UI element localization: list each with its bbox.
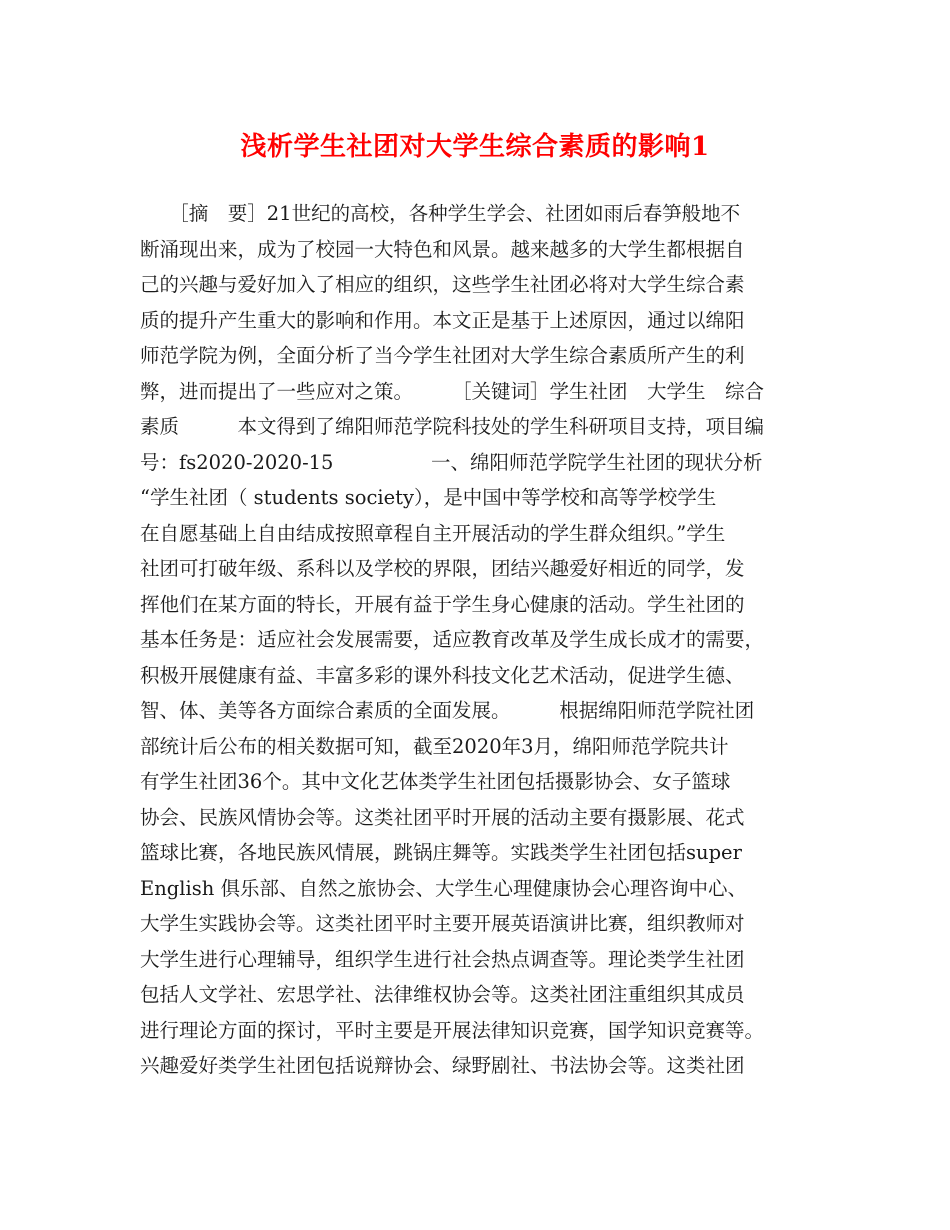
- body-line: 基本任务是：适应社会发展需要，适应教育改革及学生成长成才的需要，: [140, 628, 765, 651]
- body-line: 智、体、美等各方面综合素质的全面发展。 根据绵阳师范学院社团: [140, 699, 755, 722]
- body-line: 素质 本文得到了绵阳师范学院科技处的学生科研项目支持，项目编: [140, 415, 765, 438]
- body-line: ［摘 要］21世纪的高校，各种学生学会、社团如雨后春笋般地不: [140, 202, 741, 225]
- body-line: 弊，进而提出了一些应对之策。 ［关键词］学生社团 大学生 综合: [140, 379, 765, 403]
- body-line: 大学生实践协会等。这类社团平时主要开展英语演讲比赛，组织教师对: [140, 912, 745, 935]
- body-line: English 俱乐部、自然之旅协会、大学生心理健康协会心理咨询中心、: [140, 876, 748, 900]
- body-line: 篮球比赛，各地民族风情展，跳锅庄舞等。实践类学生社团包括super: [140, 841, 742, 864]
- body-line: 有学生社团36个。其中文化艺体类学生社团包括摄影协会、女子篮球: [140, 770, 731, 793]
- body-line: 兴趣爱好类学生社团包括说辩协会、绿野剧社、书法协会等。这类社团: [140, 1054, 745, 1077]
- body-line: 断涌现出来，成为了校园一大特色和风景。越来越多的大学生都根据自: [140, 237, 745, 261]
- body-line: 己的兴趣与爱好加入了相应的组织，这些学生社团必将对大学生综合素: [140, 273, 745, 296]
- body-line: 积极开展健康有益、丰富多彩的课外科技文化艺术活动，促进学生德、: [140, 663, 745, 687]
- body-line: “学生社团（ students society），是中国中等学校和高等学校学生: [140, 486, 717, 509]
- body-line: 包括人文学社、宏思学社、法律维权协会等。这类社团注重组织其成员: [140, 983, 745, 1006]
- body-line: 协会、民族风情协会等。这类社团平时开展的活动主要有摄影展、花式: [140, 805, 745, 829]
- body-line: 师范学院为例，全面分析了当今学生社团对大学生综合素质所产生的利: [140, 344, 745, 367]
- body-line: 大学生进行心理辅导，组织学生进行社会热点调查等。理论类学生社团: [140, 947, 745, 971]
- document-title: 浅析学生社团对大学生综合素质的影响1: [240, 132, 710, 162]
- body-line: 进行理论方面的探讨，平时主要是开展法律知识竞赛，国学知识竞赛等。: [140, 1018, 765, 1042]
- body-line: 挥他们在某方面的特长，开展有益于学生身心健康的活动。学生社团的: [140, 592, 745, 616]
- body-line: 号：fs2020-2020-15 一、绵阳师范学院学生社团的现状分析: [140, 450, 763, 474]
- body-line: 在自愿基础上自由结成按照章程自主开展活动的学生群众组织。”学生: [140, 521, 726, 545]
- body-line: 部统计后公布的相关数据可知，截至2020年3月，绵阳师范学院共计: [140, 734, 729, 758]
- document-body: [140, 196, 820, 1084]
- body-line: 质的提升产生重大的影响和作用。本文正是基于上述原因，通过以绵阳: [140, 308, 745, 332]
- body-line: 社团可打破年级、系科以及学校的界限，团结兴趣爱好相近的同学，发: [140, 557, 745, 580]
